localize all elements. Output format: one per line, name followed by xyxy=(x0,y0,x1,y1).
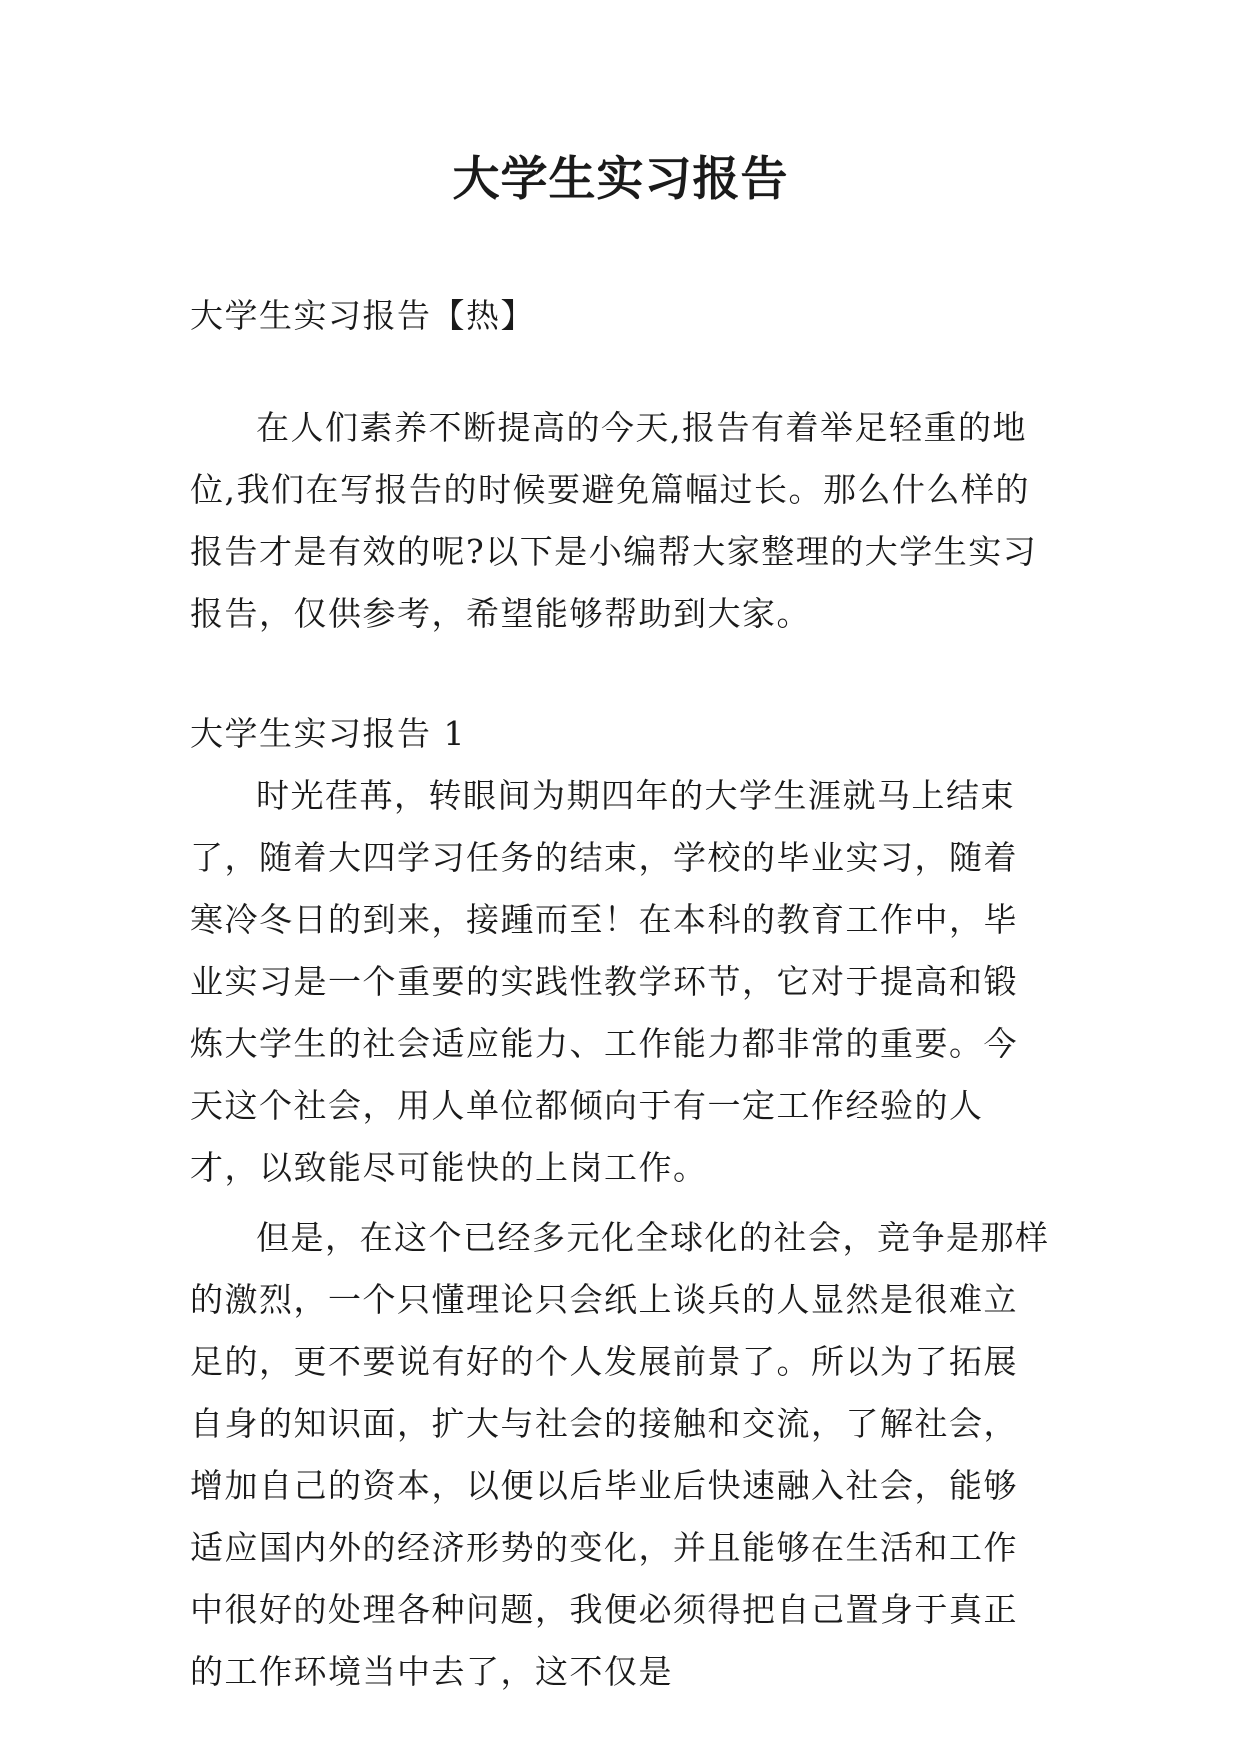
spacer xyxy=(190,347,1052,397)
section-heading: 大学生实习报告 1 xyxy=(190,714,466,753)
spacer xyxy=(190,1199,1052,1207)
spacer xyxy=(190,645,1052,703)
document-subtitle: 大学生实习报告【热】 xyxy=(190,296,535,335)
intro-paragraph: 在人们素养不断提高的今天,报告有着举足轻重的地位,我们在写报告的时候要避免篇幅过长。那么什么样的报告才是有效的呢?以下是小编帮大家整理的大学生实习报告，仅供参考，希望能够帮助到大家。 xyxy=(190,408,1038,633)
body-paragraph: 但是，在这个已经多元化全球化的社会，竞争是那样的激烈，一个只懂理论只会纸上谈兵的人显然是很难立足的，更不要说有好的个人发展前景了。所以为了拓展自身的知识面，扩大与社会的接触和交流，了解社会，增加自己的资本，以便以后毕业后快速融入社会，能够适应国内外的经济形势的变化，并且能够在生活和工作中很好的处理各种问题，我便必须得把自己置身于真正的工作环境当中去了，这不仅是 xyxy=(190,1218,1050,1691)
body-paragraph: 时光荏苒，转眼间为期四年的大学生涯就马上结束了，随着大四学习任务的结束，学校的毕业实习，随着寒冷冬日的到来，接踵而至！在本科的教育工作中，毕业实习是一个重要的实践性教学环节，它对于提高和锻炼大学生的社会适应能力、工作能力都非常的重要。今天这个社会，用人单位都倾向于有一定工作经验的人才，以致能尽可能快的上岗工作。 xyxy=(190,776,1018,1187)
document-title: 大学生实习报告 xyxy=(452,152,789,207)
document-body xyxy=(190,285,1052,1703)
